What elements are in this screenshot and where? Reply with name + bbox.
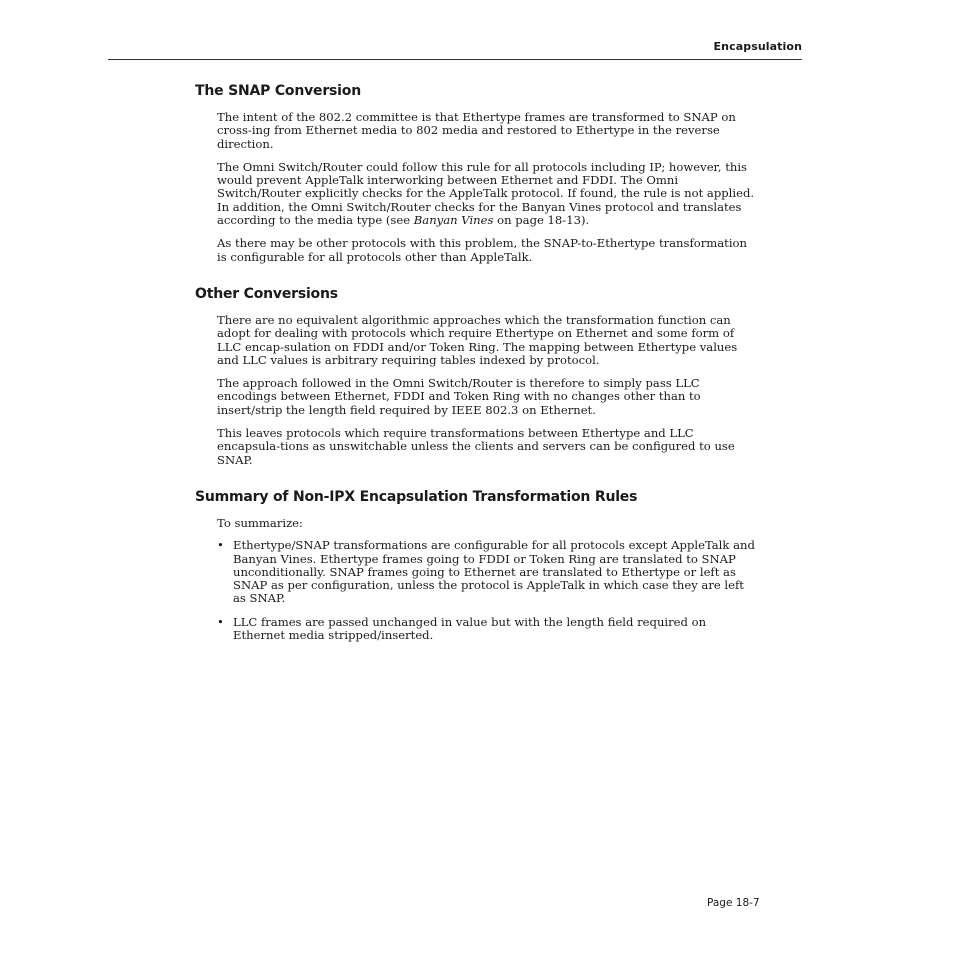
running-head: Encapsulation [713, 40, 802, 53]
list-item-text: Ethertype/SNAP transformations are configurable for all protocols except AppleTalk and Banyan Vines. Ethertype frames going to FDDI or Token Ring are translated to SNAP unconditionally. SNAP frames going to Ethernet are translated to Ethertype or left as SNAP as per configuration, unless the protocol is AppleTalk in which case they are left as SNAP. [233, 538, 755, 606]
bullet-icon: • [217, 614, 224, 629]
paragraph-other-algorithmic: There are no equivalent algorithmic approaches which the transformation function can adopt for dealing with protocols which require Ethertype on Ethernet and some form of LLC encap-sulation on FDDI and/or Token Ring. The mapping between Ethertype values and LLC values is arbitrary requiring tables indexed by protocol. [217, 312, 738, 367]
paragraph-other-unswitchable: This leaves protocols which require transformations between Ethertype and LLC encapsula-tions as unswitchable unless the clients and servers can be configured to use SNAP. [217, 426, 735, 467]
section-heading-other-conversions: Other Conversions [195, 285, 338, 302]
section-heading-snap-conversion: The SNAP Conversion [195, 83, 361, 99]
list-item-text: LLC frames are passed unchanged in value but with the length field required on Ethernet media stripped/inserted. [233, 614, 707, 643]
cross-reference-banyan-vines: Banyan Vines [413, 213, 494, 228]
paragraph-other-approach: The approach followed in the Omni Switch/Router is therefore to simply pass LLC encodings between Ethernet, FDDI and Token Ring with no changes other than to insert/strip the length field required by IEEE 802.3 on Ethernet. [217, 376, 701, 417]
page-number: Page 18-7 [707, 897, 760, 909]
header-rule [108, 59, 802, 60]
paragraph-snap-intent: The intent of the 802.2 committee is that Ethertype frames are transformed to SNAP on cross-ing from Ethernet media to 802 media and restored to Ethertype in the reverse direction. [217, 110, 736, 151]
list-item [217, 616, 755, 643]
list-item [217, 539, 755, 605]
paragraph-summary-intro: To summarize: [217, 515, 303, 530]
page-content [195, 82, 760, 642]
paragraph-snap-omni [195, 161, 755, 227]
paragraph-snap-configurable: As there may be other protocols with this problem, the SNAP-to-Ethertype transformation is configurable for all protocols other than AppleTalk. [217, 236, 748, 264]
bullet-icon: • [217, 538, 224, 553]
summary-bullet-list [195, 539, 755, 642]
section-heading-summary: Summary of Non-IPX Encapsulation Transformation Rules [195, 488, 638, 505]
paragraph-snap-omni-page-ref: on page 18-13). [493, 213, 590, 228]
paragraph-snap-omni-text: The Omni Switch/Router could follow this rule for all protocols including IP; however, this would prevent AppleTalk interworking between Ethernet and FDDI. The Omni Switch/Router explicitly checks for the AppleTalk protocol. If found, the rule is not applied. In addition, the Omni Switch/Router checks for the Banyan Vines protocol and translates according to the media type (see [217, 159, 755, 228]
